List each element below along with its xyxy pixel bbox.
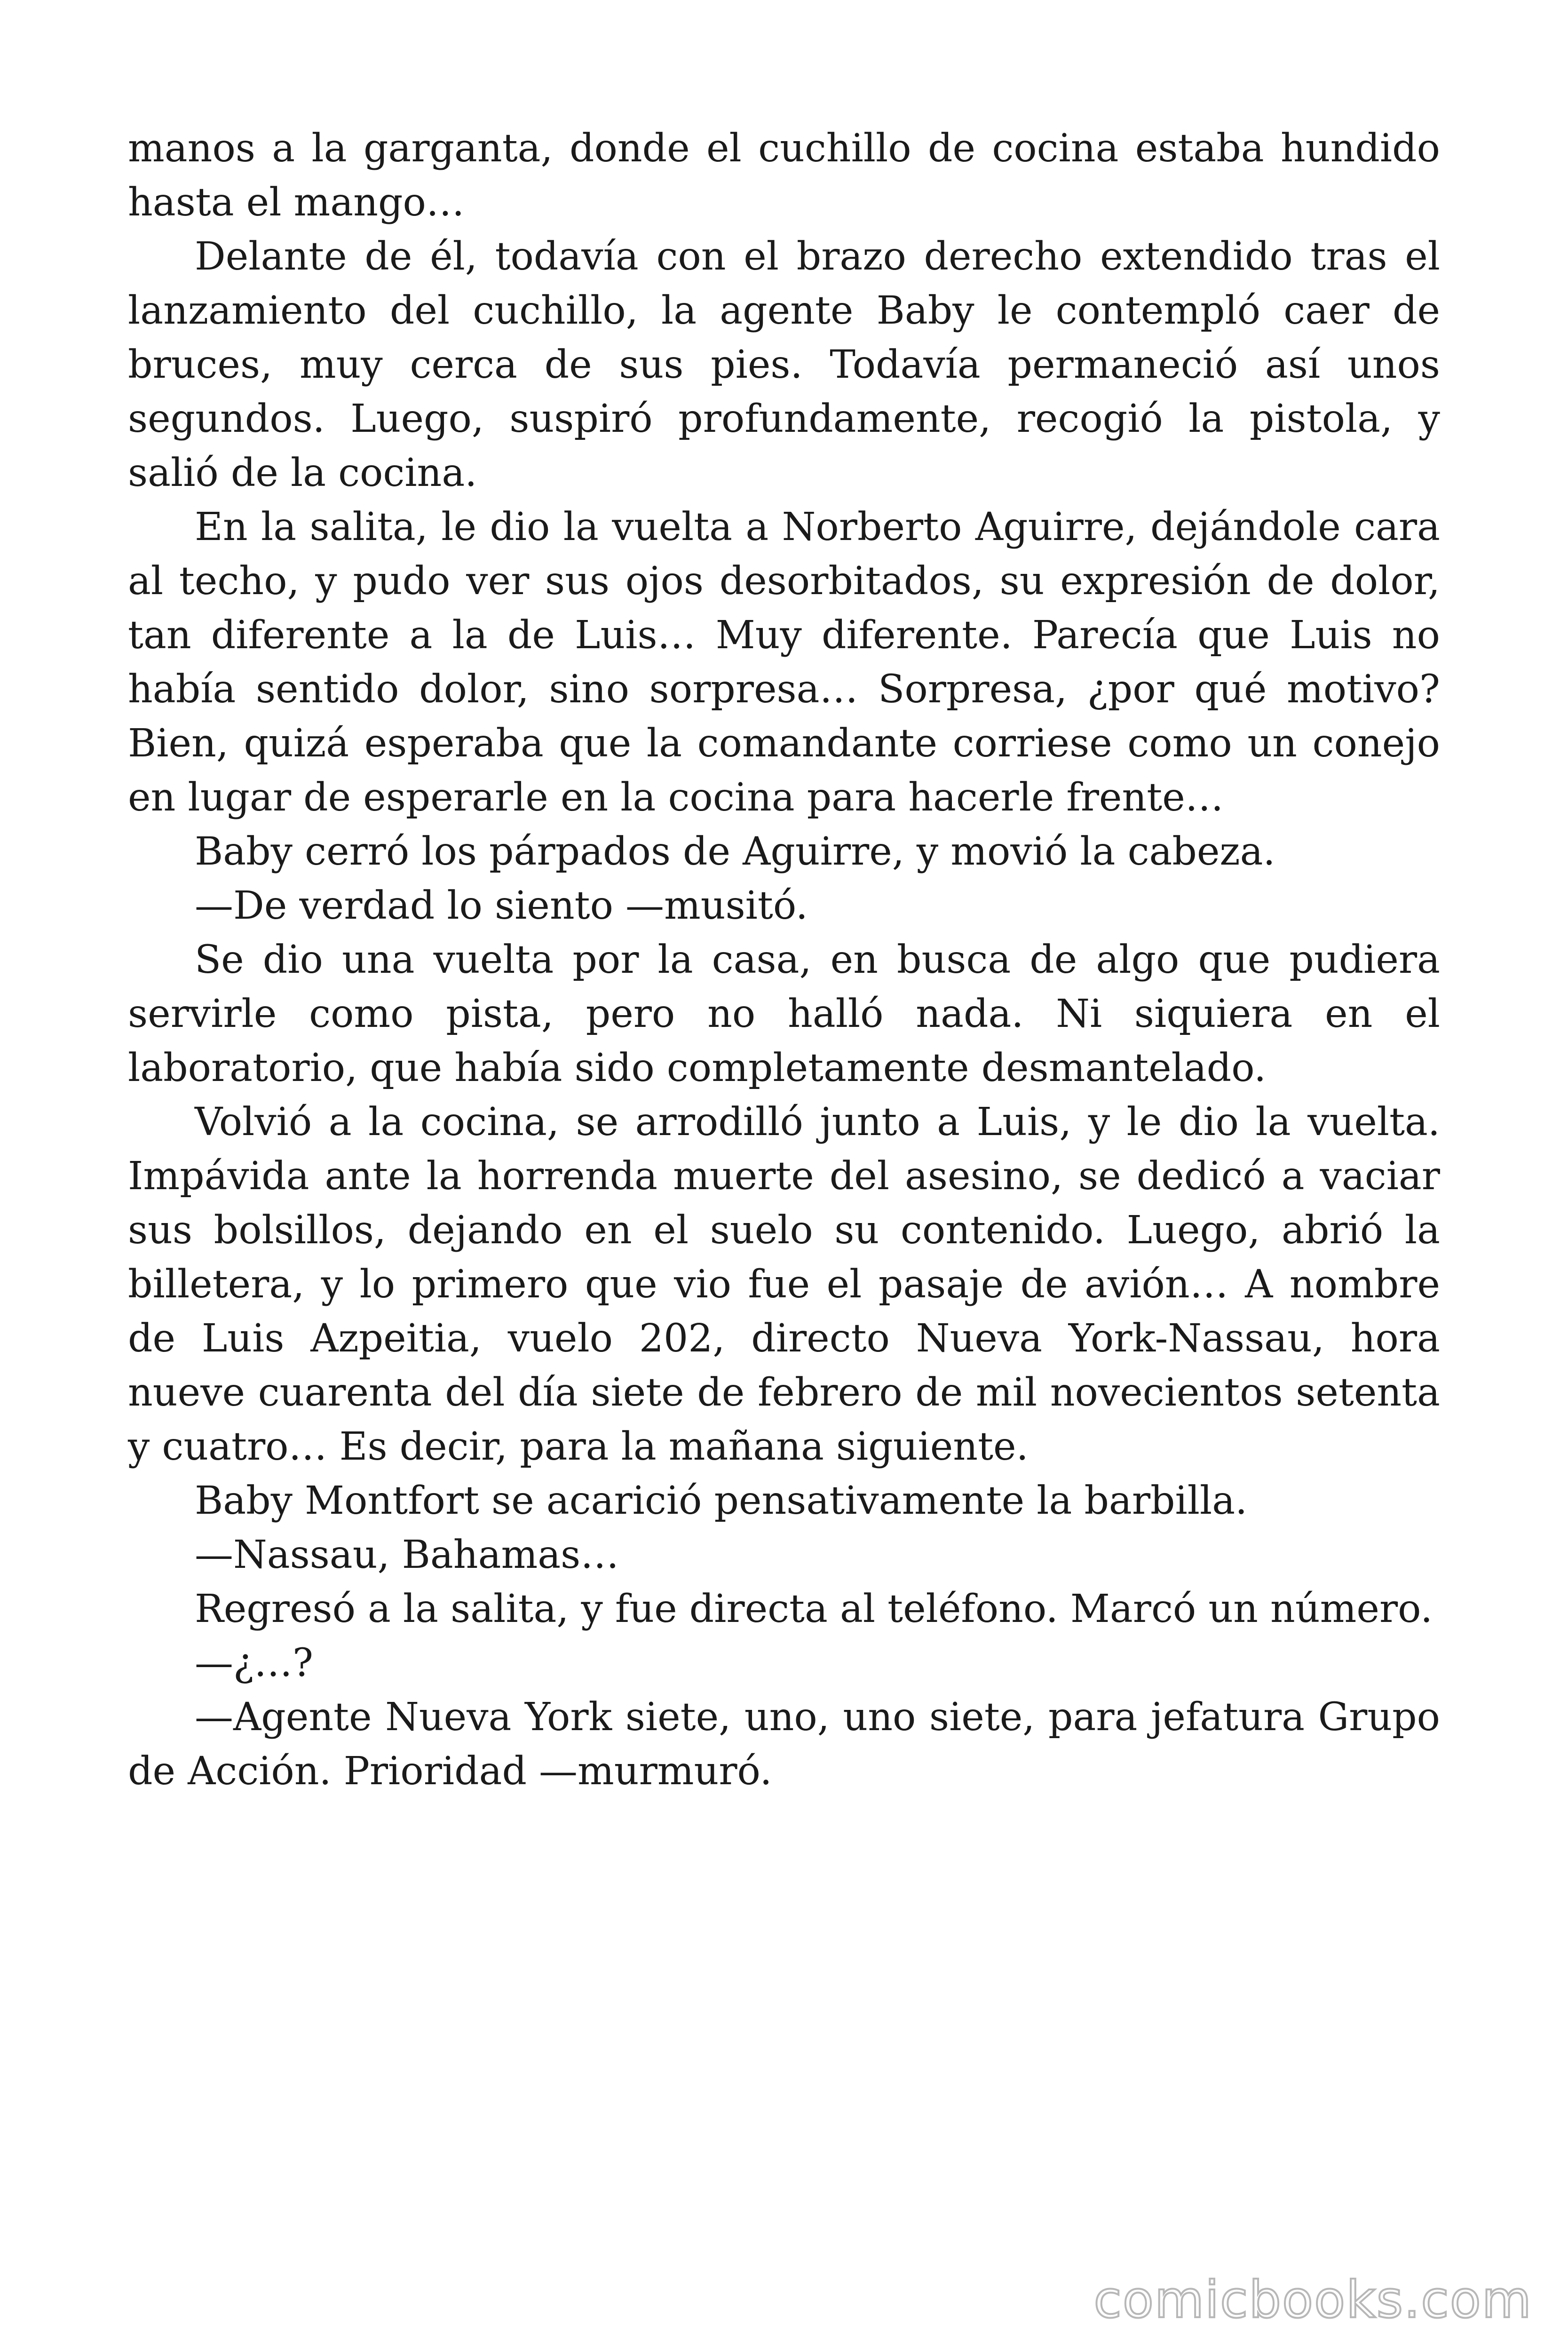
- paragraph: Baby Montfort se acarició pensativamente la barbilla.: [195, 1478, 1248, 1523]
- watermark: comicbooks.com: [1093, 2271, 1532, 2329]
- paragraph: Baby cerró los párpados de Aguirre, y movió la cabeza.: [195, 829, 1275, 874]
- dialogue-line: —De verdad lo siento —musitó.: [195, 883, 808, 928]
- paragraph: En la salita, le dio la vuelta a Norberto Aguirre, dejándole cara al techo, y pudo ver sus ojos desorbitados, su expresión de dolor, tan diferente a la de Luis… Muy diferente. Parecía que Luis no había sentido dolor, sino sorpresa… Sorpresa, ¿por qué motivo? Bien, quizá esperaba que la comandante corriese como un conejo en lugar de esperarle en la cocina para hacerle frente…: [128, 505, 1440, 820]
- paragraph: Delante de él, todavía con el brazo derecho extendido tras el lanzamiento del cuchillo, la agente Baby le contempló caer de bruces, muy cerca de sus pies. Todavía permaneció así unos segundos. Luego, suspiró profundamente, recogió la pistola, y salió de la cocina.: [128, 234, 1440, 495]
- paragraph: Regresó a la salita, y fue directa al teléfono. Marcó un número.: [195, 1587, 1433, 1631]
- dialogue-line: —Agente Nueva York siete, uno, uno siete, para jefatura Grupo de Acción. Prioridad —murmuró.: [128, 1695, 1440, 1794]
- paragraph-continuation: manos a la garganta, donde el cuchillo de cocina estaba hundido hasta el mango…: [128, 126, 1440, 225]
- body-text: [128, 121, 1440, 1798]
- paragraph: Volvió a la cocina, se arrodilló junto a Luis, y le dio la vuelta. Impávida ante la horrenda muerte del asesino, se dedicó a vaciar sus bolsillos, dejando en el suelo su contenido. Luego, abrió la billetera, y lo primero que vio fue el pasaje de avión… A nombre de Luis Azpeitia, vuelo 202, directo Nueva York-Nassau, hora nueve cuarenta del día siete de febrero de mil novecientos setenta y cuatro… Es decir, para la mañana siguiente.: [128, 1100, 1440, 1469]
- paragraph: Se dio una vuelta por la casa, en busca de algo que pudiera servirle como pista, pero no halló nada. Ni siquiera en el laboratorio, que había sido completamente desmantelado.: [128, 938, 1440, 1090]
- dialogue-line: —Nassau, Bahamas…: [195, 1533, 619, 1577]
- dialogue-line: —¿…?: [195, 1641, 313, 1685]
